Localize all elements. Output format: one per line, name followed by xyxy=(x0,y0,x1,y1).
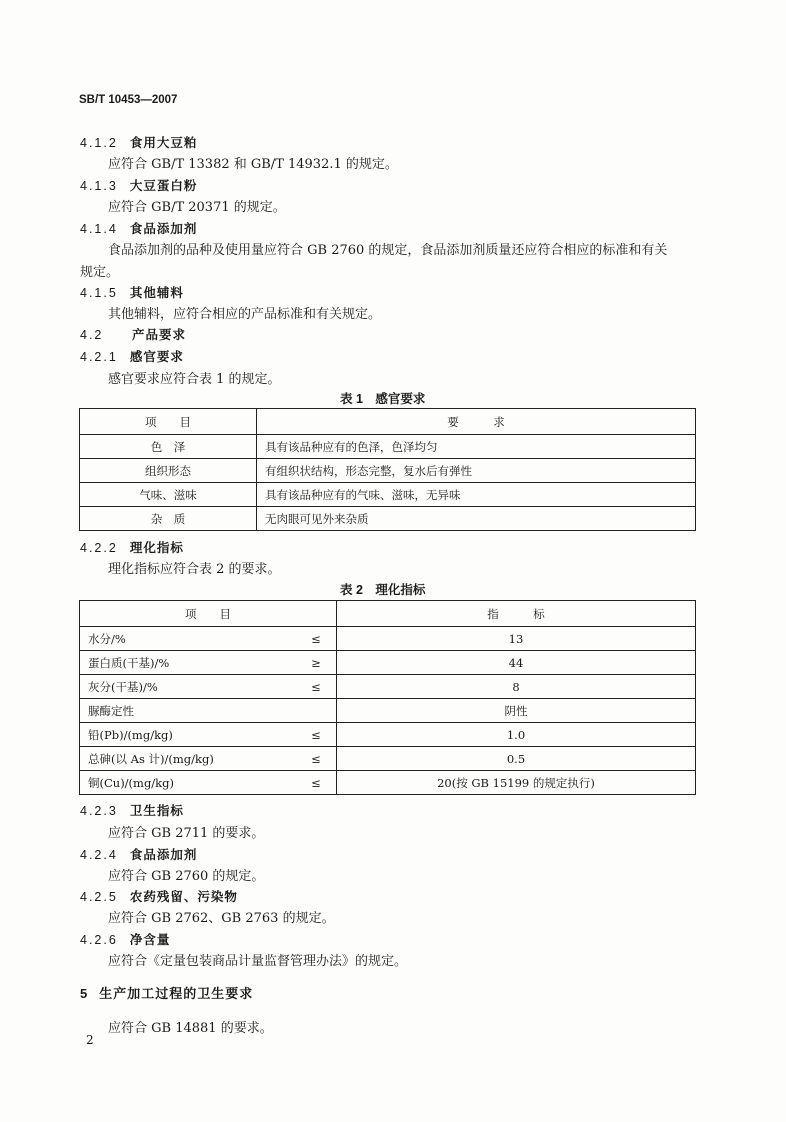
table-cell-requirement: 有组织状结构，形态完整，复水后有弹性 xyxy=(257,459,696,483)
section-4-2-6-body: 应符合《定量包装商品计量监督管理办法》的规定。 xyxy=(108,954,408,969)
section-number: 4.2.1 xyxy=(80,350,118,364)
section-4-2-5-heading xyxy=(80,887,238,905)
standard-number: SB/T 10453—2007 xyxy=(79,94,178,106)
table-row xyxy=(80,435,696,459)
section-number: 4.1.2 xyxy=(80,136,118,150)
section-number: 4.2.3 xyxy=(80,804,118,818)
section-title: 农药残留、污染物 xyxy=(129,890,238,904)
table-cell-value: 0.5 xyxy=(337,747,696,771)
table2-caption: 表 2 理化指标 xyxy=(340,583,426,597)
section-title: 食品添加剂 xyxy=(129,222,198,236)
table-row xyxy=(80,483,696,507)
section-4-1-3-heading xyxy=(80,176,197,194)
table-cell-value: 阴性 xyxy=(337,699,696,723)
table-cell-item: 色 泽 xyxy=(80,435,257,459)
section-number: 4.1.5 xyxy=(80,286,118,300)
table-header-cell: 指 标 xyxy=(337,601,696,627)
table-row xyxy=(80,675,696,699)
table-cell-value: 44 xyxy=(337,651,696,675)
section-4-1-2-heading xyxy=(80,133,197,151)
table-cell-requirement: 具有该品种应有的气味、滋味，无异味 xyxy=(257,483,696,507)
table-header-row xyxy=(80,601,696,627)
section-number: 5 xyxy=(80,986,90,1001)
table-header-cell: 要 求 xyxy=(257,409,696,435)
section-4-1-4-body-line2: 规定。 xyxy=(80,265,120,280)
table-cell-value: 8 xyxy=(337,675,696,699)
section-4-2-4-body: 应符合 GB 2760 的规定。 xyxy=(108,869,265,884)
table1-sensory xyxy=(79,408,696,531)
section-4-2-6-heading xyxy=(80,930,170,948)
section-5-heading xyxy=(80,983,253,1002)
section-title: 大豆蛋白粉 xyxy=(129,179,198,193)
section-4-2-1-heading xyxy=(80,347,184,365)
table-cell-operator xyxy=(296,699,337,723)
table-cell-value: 13 xyxy=(337,627,696,651)
section-4-2-5-body: 应符合 GB 2762、GB 2763 的规定。 xyxy=(108,911,335,926)
page-number: 2 xyxy=(86,1033,94,1047)
section-4-2-3-heading xyxy=(80,801,184,819)
section-number: 4.2.2 xyxy=(80,541,118,555)
table-cell-item: 气味、滋味 xyxy=(80,483,257,507)
section-number: 4.2 xyxy=(80,328,104,342)
section-4-2-4-heading xyxy=(80,845,197,863)
section-number: 4.1.4 xyxy=(80,222,118,236)
table-row xyxy=(80,459,696,483)
table-row xyxy=(80,627,696,651)
section-4-2-heading xyxy=(80,325,186,343)
table-cell-operator: ≥ xyxy=(296,651,337,675)
table1-caption: 表 1 感官要求 xyxy=(340,392,426,406)
table-cell-requirement: 无肉眼可见外来杂质 xyxy=(257,507,696,531)
section-title: 理化指标 xyxy=(129,541,184,555)
section-4-1-3-body: 应符合 GB/T 20371 的规定。 xyxy=(108,200,286,215)
section-number: 4.2.6 xyxy=(80,933,118,947)
table-cell-item: 杂 质 xyxy=(80,507,257,531)
section-4-1-2-body: 应符合 GB/T 13382 和 GB/T 14932.1 的规定。 xyxy=(108,157,398,172)
section-title: 生产加工过程的卫生要求 xyxy=(99,986,254,1001)
table-row xyxy=(80,699,696,723)
section-5-body: 应符合 GB 14881 的要求。 xyxy=(108,1021,273,1036)
table-cell-item: 脲酶定性 xyxy=(80,699,297,723)
table-cell-operator: ≤ xyxy=(296,723,337,747)
table-row xyxy=(80,507,696,531)
section-4-1-4-heading xyxy=(80,219,197,237)
section-4-1-5-heading xyxy=(80,283,184,301)
table-cell-value: 20(按 GB 15199 的规定执行) xyxy=(337,771,696,795)
section-title: 食品添加剂 xyxy=(129,848,198,862)
section-title: 感官要求 xyxy=(129,350,184,364)
section-title: 卫生指标 xyxy=(129,804,184,818)
table-cell-item: 蛋白质(干基)/% xyxy=(80,651,297,675)
table-cell-operator: ≤ xyxy=(296,747,337,771)
section-4-1-4-body-line1: 食品添加剂的品种及使用量应符合 GB 2760 的规定，食品添加剂质量还应符合相应的标准和有关 xyxy=(108,243,668,258)
table-cell-item: 总砷(以 As 计)/(mg/kg) xyxy=(80,747,297,771)
section-number: 4.1.3 xyxy=(80,179,118,193)
table-header-cell: 项 目 xyxy=(80,601,337,627)
table-cell-item: 灰分(干基)/% xyxy=(80,675,297,699)
section-4-1-5-body: 其他辅料，应符合相应的产品标准和有关规定。 xyxy=(108,307,382,322)
table-cell-item: 水分/% xyxy=(80,627,297,651)
table-cell-operator: ≤ xyxy=(296,771,337,795)
table-cell-operator: ≤ xyxy=(296,627,337,651)
table-cell-requirement: 具有该品种应有的色泽，色泽均匀 xyxy=(257,435,696,459)
table-cell-operator: ≤ xyxy=(296,675,337,699)
section-4-2-2-body: 理化指标应符合表 2 的要求。 xyxy=(108,562,281,577)
table-row xyxy=(80,771,696,795)
table-row xyxy=(80,651,696,675)
section-title: 净含量 xyxy=(129,933,171,947)
table-row xyxy=(80,747,696,771)
table-cell-item: 铜(Cu)/(mg/kg) xyxy=(80,771,297,795)
section-title: 产品要求 xyxy=(132,328,187,342)
section-4-2-2-heading xyxy=(80,538,184,556)
table-row xyxy=(80,723,696,747)
table-cell-value: 1.0 xyxy=(337,723,696,747)
section-title: 其他辅料 xyxy=(129,286,184,300)
section-4-2-3-body: 应符合 GB 2711 的要求。 xyxy=(108,826,265,841)
table-header-cell: 项 目 xyxy=(80,409,257,435)
table-cell-item: 组织形态 xyxy=(80,459,257,483)
section-number: 4.2.5 xyxy=(80,890,118,904)
section-title: 食用大豆粕 xyxy=(129,136,198,150)
section-number: 4.2.4 xyxy=(80,848,118,862)
table-cell-item: 铅(Pb)/(mg/kg) xyxy=(80,723,297,747)
table2-physicochemical xyxy=(79,600,696,795)
table-header-row xyxy=(80,409,696,435)
section-4-2-1-body: 感官要求应符合表 1 的规定。 xyxy=(108,372,281,387)
